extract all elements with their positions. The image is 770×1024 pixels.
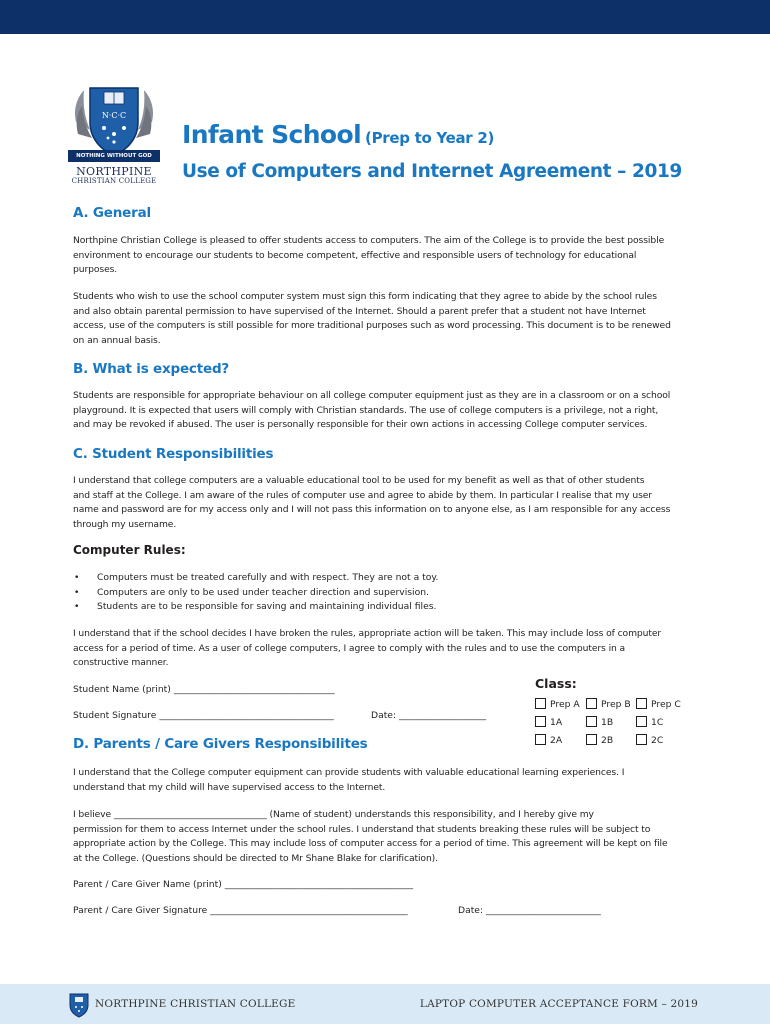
text-line: through my username. bbox=[73, 518, 177, 530]
footer-college-name: NORTHPINE CHRISTIAN COLLEGE bbox=[95, 998, 296, 1010]
top-banner bbox=[0, 0, 770, 34]
section-expected-heading: B. What is expected? bbox=[73, 361, 230, 377]
student-date-field[interactable]: Date: ___________________ bbox=[371, 710, 487, 721]
list-item: • Computers are only to be used under teacher direction and supervision. bbox=[73, 586, 673, 601]
list-item: • Students are to be responsible for saving and maintaining individual files. bbox=[73, 600, 673, 615]
class-option-1c[interactable] bbox=[636, 716, 663, 728]
shield-letters: N·C·C bbox=[101, 111, 127, 120]
student-paragraph-1 bbox=[73, 474, 703, 532]
class-heading: Class: bbox=[535, 676, 577, 691]
class-option-2a[interactable] bbox=[535, 734, 562, 746]
page-footer bbox=[0, 984, 770, 1024]
checkbox[interactable] bbox=[586, 734, 597, 745]
checkbox[interactable] bbox=[636, 716, 647, 727]
text-line: constructive manner. bbox=[73, 657, 169, 668]
text-line: purposes. bbox=[73, 264, 118, 275]
section-parents-heading: D. Parents / Care Givers Responsibilites bbox=[73, 736, 368, 752]
class-option-prep-b[interactable] bbox=[586, 698, 631, 710]
section-student-heading: C. Student Responsibilities bbox=[73, 446, 274, 462]
class-option-label: 1C bbox=[651, 717, 664, 728]
text-line: I understand that the College computer equipment can provide students with valuable educational learning experiences. I bbox=[73, 767, 625, 778]
parent-date-field[interactable]: Date: _________________________ bbox=[458, 905, 601, 916]
student-name-field[interactable]: Student Name (print) ___________________________________ bbox=[73, 684, 335, 695]
text-line: environment to encourage our students to become competent, effective and responsible users of technology for educational bbox=[73, 249, 637, 261]
checkbox[interactable] bbox=[636, 698, 647, 709]
checkbox[interactable] bbox=[535, 716, 546, 727]
class-option-label: Prep B bbox=[601, 699, 631, 710]
text-line: at the College. (Questions should be directed to Mr Shane Blake for clarification). bbox=[73, 852, 438, 864]
checkbox[interactable] bbox=[535, 698, 546, 709]
text-line: appropriate action by the College. This may include loss of computer access for a period of time. This agreement will be kept on file bbox=[73, 838, 668, 849]
text-line: access for a period of time. As a user of college computers, I agree to comply with the rules and to use the computers in a bbox=[73, 642, 626, 654]
list-item: • Computers must be treated carefully and with respect. They are not a toy. bbox=[73, 571, 673, 586]
parent-name-field[interactable]: Parent / Care Giver Name (print) _________________________________________ bbox=[73, 879, 414, 890]
text-line: understand that my child will have supervised access to the Internet. bbox=[73, 781, 386, 793]
class-option-1a[interactable] bbox=[535, 716, 562, 728]
class-option-label: 1B bbox=[601, 717, 614, 728]
page-title bbox=[182, 120, 494, 149]
crest-icon bbox=[68, 992, 90, 1018]
text-line: I understand that if the school decides I have broken the rules, appropriate action will be taken. This may include loss of computer bbox=[73, 628, 662, 639]
student-paragraph-2 bbox=[73, 627, 703, 671]
class-row-year1 bbox=[535, 716, 715, 730]
class-option-label: 2A bbox=[550, 735, 563, 746]
text-line: playground. It is expected that users will comply with Christian standards. The use of college computers is a privilege, not a right, bbox=[73, 404, 659, 416]
text-line: Northpine Christian College is pleased to offer students access to computers. The aim of the College is to provide the best possible bbox=[73, 235, 665, 246]
text-line: on an annual basis. bbox=[73, 334, 161, 346]
text-line: Students who wish to use the school computer system must sign this form indicating that they agree to abide by the school rules bbox=[73, 291, 657, 302]
computer-rules-heading: Computer Rules: bbox=[73, 543, 186, 557]
class-option-1b[interactable] bbox=[586, 716, 613, 728]
page-title-main: Infant School bbox=[182, 120, 362, 149]
class-option-prep-a[interactable] bbox=[535, 698, 580, 710]
page-title-sub: (Prep to Year 2) bbox=[365, 129, 495, 147]
class-option-label: Prep A bbox=[550, 699, 580, 710]
class-option-label: 2B bbox=[601, 735, 614, 746]
text-line: and may be revoked if abused. The user is personally responsible for their own actions in accessing College computer services. bbox=[73, 419, 648, 430]
logo-name: NORTHPINE bbox=[76, 165, 152, 178]
class-option-2c[interactable] bbox=[636, 734, 663, 746]
checkbox[interactable] bbox=[636, 734, 647, 745]
computer-rules-list bbox=[73, 571, 673, 615]
class-row-prep bbox=[535, 698, 715, 712]
text-line: I believe __________________________________ (Name of student) understands this responsibility, and I hereby give my bbox=[73, 809, 594, 820]
text-line: Students are responsible for appropriate behaviour on all college computer equipment just as they are in a classroom or on a school bbox=[73, 390, 671, 401]
checkbox[interactable] bbox=[535, 734, 546, 745]
class-option-label: 2C bbox=[651, 735, 664, 746]
text-line: and also obtain parental permission to have supervised of the Internet. Should a parent prefer that a student not have Internet bbox=[73, 305, 646, 317]
text-line: and staff at the College. I am aware of the rules of computer use and agree to abide by them. In particular I realise that my user bbox=[73, 489, 652, 501]
page-subtitle: Use of Computers and Internet Agreement – 2019 bbox=[182, 161, 682, 182]
general-paragraph-1 bbox=[73, 234, 703, 278]
section-general-heading: A. General bbox=[73, 205, 151, 221]
general-paragraph-2 bbox=[73, 290, 703, 348]
parents-paragraph-1 bbox=[73, 766, 703, 795]
text-line: name and password are for my access only and I will not pass this information on to anyone else, as I am responsible for any access bbox=[73, 504, 671, 515]
parents-paragraph-2 bbox=[73, 808, 703, 866]
parent-signature-field[interactable]: Parent / Care Giver Signature ___________________________________________ bbox=[73, 905, 408, 916]
class-option-2b[interactable] bbox=[586, 734, 613, 746]
class-option-label: 1A bbox=[550, 717, 563, 728]
class-option-label: Prep C bbox=[651, 699, 681, 710]
class-option-prep-c[interactable] bbox=[636, 698, 681, 710]
text-line: I understand that college computers are a valuable educational tool to be used for my benefit as well as that of other students bbox=[73, 475, 645, 486]
text-line: access, use of the computers is still possible for more traditional purposes such as word processing. This document is to be renewed bbox=[73, 320, 671, 331]
logo-subname: CHRISTIAN COLLEGE bbox=[71, 177, 157, 185]
checkbox[interactable] bbox=[586, 716, 597, 727]
expected-paragraph bbox=[73, 389, 703, 433]
student-signature-field[interactable]: Student Signature ______________________________________ bbox=[73, 710, 334, 721]
footer-form-name: LAPTOP COMPUTER ACCEPTANCE FORM – 2019 bbox=[419, 998, 698, 1010]
crest-motto: NOTHING WITHOUT GOD bbox=[68, 150, 160, 162]
checkbox[interactable] bbox=[586, 698, 597, 709]
text-line: permission for them to access Internet under the school rules. I understand that students breaking these rules will be subject to bbox=[73, 823, 651, 835]
class-row-year2 bbox=[535, 734, 715, 748]
